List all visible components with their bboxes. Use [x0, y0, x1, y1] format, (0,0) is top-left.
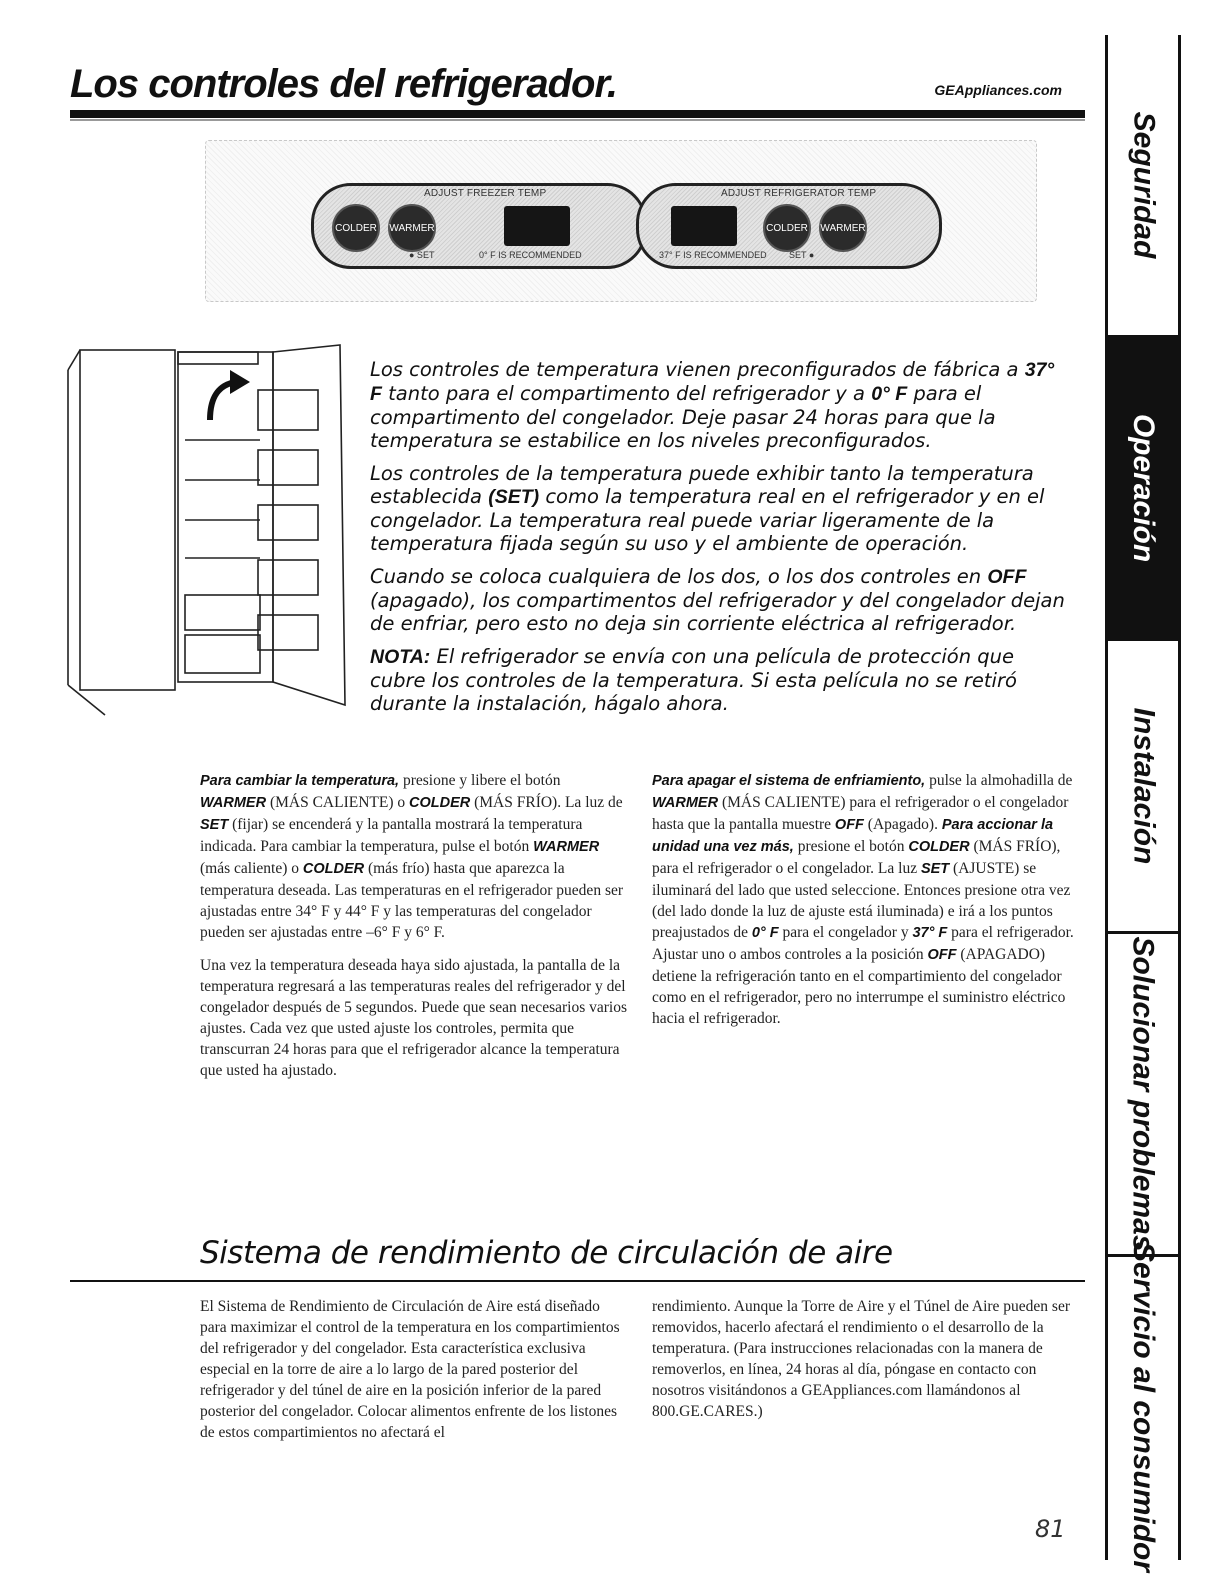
freezer-display: [504, 206, 570, 246]
section-right-column: [652, 1296, 1082, 1434]
body-paragraph: Para cambiar la temperatura, presione y libere el botón WARMER (MÁS CALIENTE) o COLDER (MÁS FRÍO). La luz de SET (fijar) se encenderá y la pantalla mostrará la temperatura indicada. Para cambiar la temperatura, pulse el botón WARMER (más caliente) o COLDER (más frío) hasta que aparezca la temperatura deseada. Las temperaturas en el refrigerador pueden ser ajustadas entre 34° F y 44° F y las temperaturas del congelador pueden ser ajustadas entre –6° F y 6° F.: [200, 772, 624, 941]
body-paragraph: El Sistema de Rendimiento de Circulación de Aire está diseñado para maximizar el control de la temperatura en los compartimientos del refrigerador y del congelador. Esta característica exclusiva especial en la torre de aire a lo largo de la pared posterior del refrigerador y del túnel de aire en la posición inferior de la pared posterior del congelador. Colocar alimentos enfrente de los listones de estos compartimientos no afectará el: [200, 1298, 620, 1441]
header-rule: [70, 110, 1085, 118]
page-number: 81: [1035, 1515, 1066, 1543]
website-label: GEAppliances.com: [934, 82, 1062, 98]
intro-text: [370, 358, 1070, 725]
tab-seguridad[interactable]: [1108, 35, 1178, 338]
tab-servicio-al-consumidor[interactable]: [1108, 1241, 1178, 1573]
fridge-set-indicator: SET ●: [789, 250, 815, 260]
fridge-label: ADJUST REFRIGERATOR TEMP: [721, 188, 877, 199]
intro-paragraph: Cuando se coloca cualquiera de los dos, o los dos controles en OFF (apagado), los compartimentos del refrigerador y del congelador dejan de enfriar, pero esto no deja sin corriente eléctrica al refrigerador.: [370, 565, 1065, 635]
body-paragraph: Para apagar el sistema de enfriamiento, pulse la almohadilla de WARMER (MÁS CALIENTE) para el refrigerador o el congelador hasta que la pantalla muestre OFF (Apagado). Para accionar la unidad una vez más, presione el botón COLDER (MÁS FRÍO), para el refrigerador o el congelador. La luz SET (AJUSTE) se iluminará del lado que usted seleccione. Entonces presione otra vez (del lado donde la luz de ajuste está iluminada) e irá a los puntos preajustados de 0° F para el congelador y 37° F para el refrigerador. Ajustar uno o ambos controles a la posición OFF (APAGADO) detiene la refrigeración tanto en el compartimiento del congelador como en el refrigerador, pero no interrumpe el suministro eléctrico hacia el refrigerador.: [652, 772, 1074, 1027]
refrigerator-illustration: [60, 340, 360, 720]
tab-solucionar-problemas[interactable]: [1108, 934, 1178, 1257]
header-rule-thin: [70, 119, 1085, 121]
tab-label: Solucionar problemas: [1127, 936, 1161, 1252]
change-temperature-column: [200, 770, 630, 1093]
tab-label: Seguridad: [1127, 111, 1161, 259]
tab-label: Instalación: [1127, 707, 1160, 865]
intro-note: NOTA: El refrigerador se envía con una película de protección que cubre los controles de la temperatura. Si esta película no se retiró durante la instalación, hágalo ahora.: [370, 645, 1017, 715]
intro-paragraph: Los controles de temperatura vienen preconfigurados de fábrica a 37° F tanto para el compartimento del refrigerador y a 0° F para el compartimento del congelador. Deje pasar 24 horas para que la temperatura se estabilice en los niveles preconfigurados.: [370, 358, 1055, 452]
body-paragraph: Una vez la temperatura deseada haya sido ajustada, la pantalla de la temperatura regresará a las temperaturas reales del refrigerador y del congelador después de 5 segundos. Puede que sean necesarios varios ajustes. Cada vez que usted ajuste los controles, permita que transcurran 24 horas para que el refrigerador alcance la temperatura que usted ha ajustado.: [200, 957, 627, 1079]
fridge-control-pod: [636, 183, 942, 269]
section-title: Sistema de rendimiento de circulación de aire: [200, 1235, 893, 1271]
fridge-display: [671, 206, 737, 246]
intro-paragraph: Los controles de la temperatura puede exhibir tanto la temperatura establecida (SET) como la temperatura real en el refrigerador y en el congelador. La temperatura real puede variar ligeramente de la temperatura fijada según su uso y el ambiente de operación.: [370, 462, 1045, 555]
page-title: Los controles del refrigerador.: [70, 62, 617, 106]
freezer-set-indicator: ● SET: [409, 250, 435, 260]
freezer-colder-button: COLDER: [332, 204, 380, 252]
fridge-colder-button: COLDER: [763, 204, 811, 252]
turn-off-cooling-column: [652, 770, 1082, 1041]
tab-operacion[interactable]: [1108, 338, 1178, 641]
fridge-warmer-button: WARMER: [819, 204, 867, 252]
tab-instalacion[interactable]: [1108, 641, 1178, 934]
tab-label: Servicio al consumidor: [1127, 1241, 1161, 1573]
freezer-control-pod: [311, 183, 647, 269]
tab-label: Operación: [1127, 413, 1160, 563]
section-sidebar: [1105, 35, 1181, 1573]
body-paragraph: rendimiento. Aunque la Torre de Aire y el Túnel de Aire pueden ser removidos, hacerlo afectará el rendimiento o el desarrollo de la temperatura. (Para instrucciones relacionadas con la manera de removerlos, en línea, 24 horas al día, póngase en contacto con nosotros visitándonos a GEAppliances.com llamándonos al 800.GE.CARES.): [652, 1298, 1071, 1420]
control-panel-illustration: [205, 140, 1037, 302]
freezer-label: ADJUST FREEZER TEMP: [424, 188, 547, 199]
section-rule: [70, 1280, 1085, 1282]
freezer-warmer-button: WARMER: [388, 204, 436, 252]
freezer-recommended: 0° F IS RECOMMENDED: [479, 250, 582, 260]
section-left-column: [200, 1296, 630, 1455]
fridge-recommended: 37° F IS RECOMMENDED: [659, 250, 767, 260]
